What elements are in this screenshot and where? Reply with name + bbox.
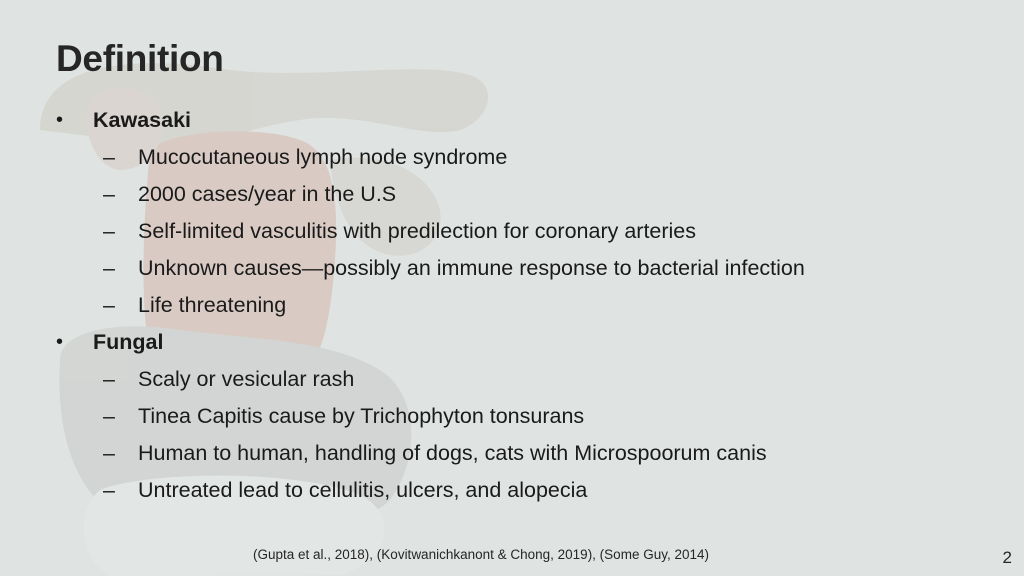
list-item-text: Untreated lead to cellulitis, ulcers, and alopecia [138,478,588,502]
dash-icon: – [103,182,115,206]
list-item [0,139,1024,176]
list-item [0,250,1024,287]
list-item [0,213,1024,250]
dash-icon: – [103,293,115,317]
list-item-text: Scaly or vesicular rash [138,367,355,391]
list-item [0,176,1024,213]
slide-title: Definition [56,38,224,79]
dash-icon: – [103,367,115,391]
list-item [0,472,1024,509]
list-item-text: 2000 cases/year in the U.S [138,182,397,206]
dash-icon: – [103,478,115,502]
section-heading-fungal: Fungal [93,330,164,354]
dash-icon: – [103,219,115,243]
citation-footer: (Gupta et al., 2018), (Kovitwanichkanont & Chong, 2019), (Some Guy, 2014) [252,547,709,562]
bullet-list [0,102,1024,509]
dash-icon: – [103,256,115,280]
list-item-text: Mucocutaneous lymph node syndrome [138,145,508,169]
list-item-heading [0,324,1024,361]
page-number: 2 [1002,548,1012,567]
dash-icon: – [103,145,115,169]
list-item-text: Self-limited vasculitis with predilection for coronary arteries [138,219,697,243]
list-item-text: Human to human, handling of dogs, cats with Microspoorum canis [138,441,767,465]
list-item-text: Tinea Capitis cause by Trichophyton tonsurans [138,404,585,428]
list-item-text: Life threatening [138,293,287,317]
bullet-icon: • [56,109,64,131]
bullet-icon: • [56,331,64,353]
section-heading-kawasaki: Kawasaki [93,108,192,132]
list-item [0,287,1024,324]
list-item [0,361,1024,398]
list-item [0,398,1024,435]
list-item-text: Unknown causes—possibly an immune response to bacterial infection [138,256,805,280]
dash-icon: – [103,441,115,465]
list-item [0,435,1024,472]
dash-icon: – [103,404,115,428]
list-item-heading [0,102,1024,139]
